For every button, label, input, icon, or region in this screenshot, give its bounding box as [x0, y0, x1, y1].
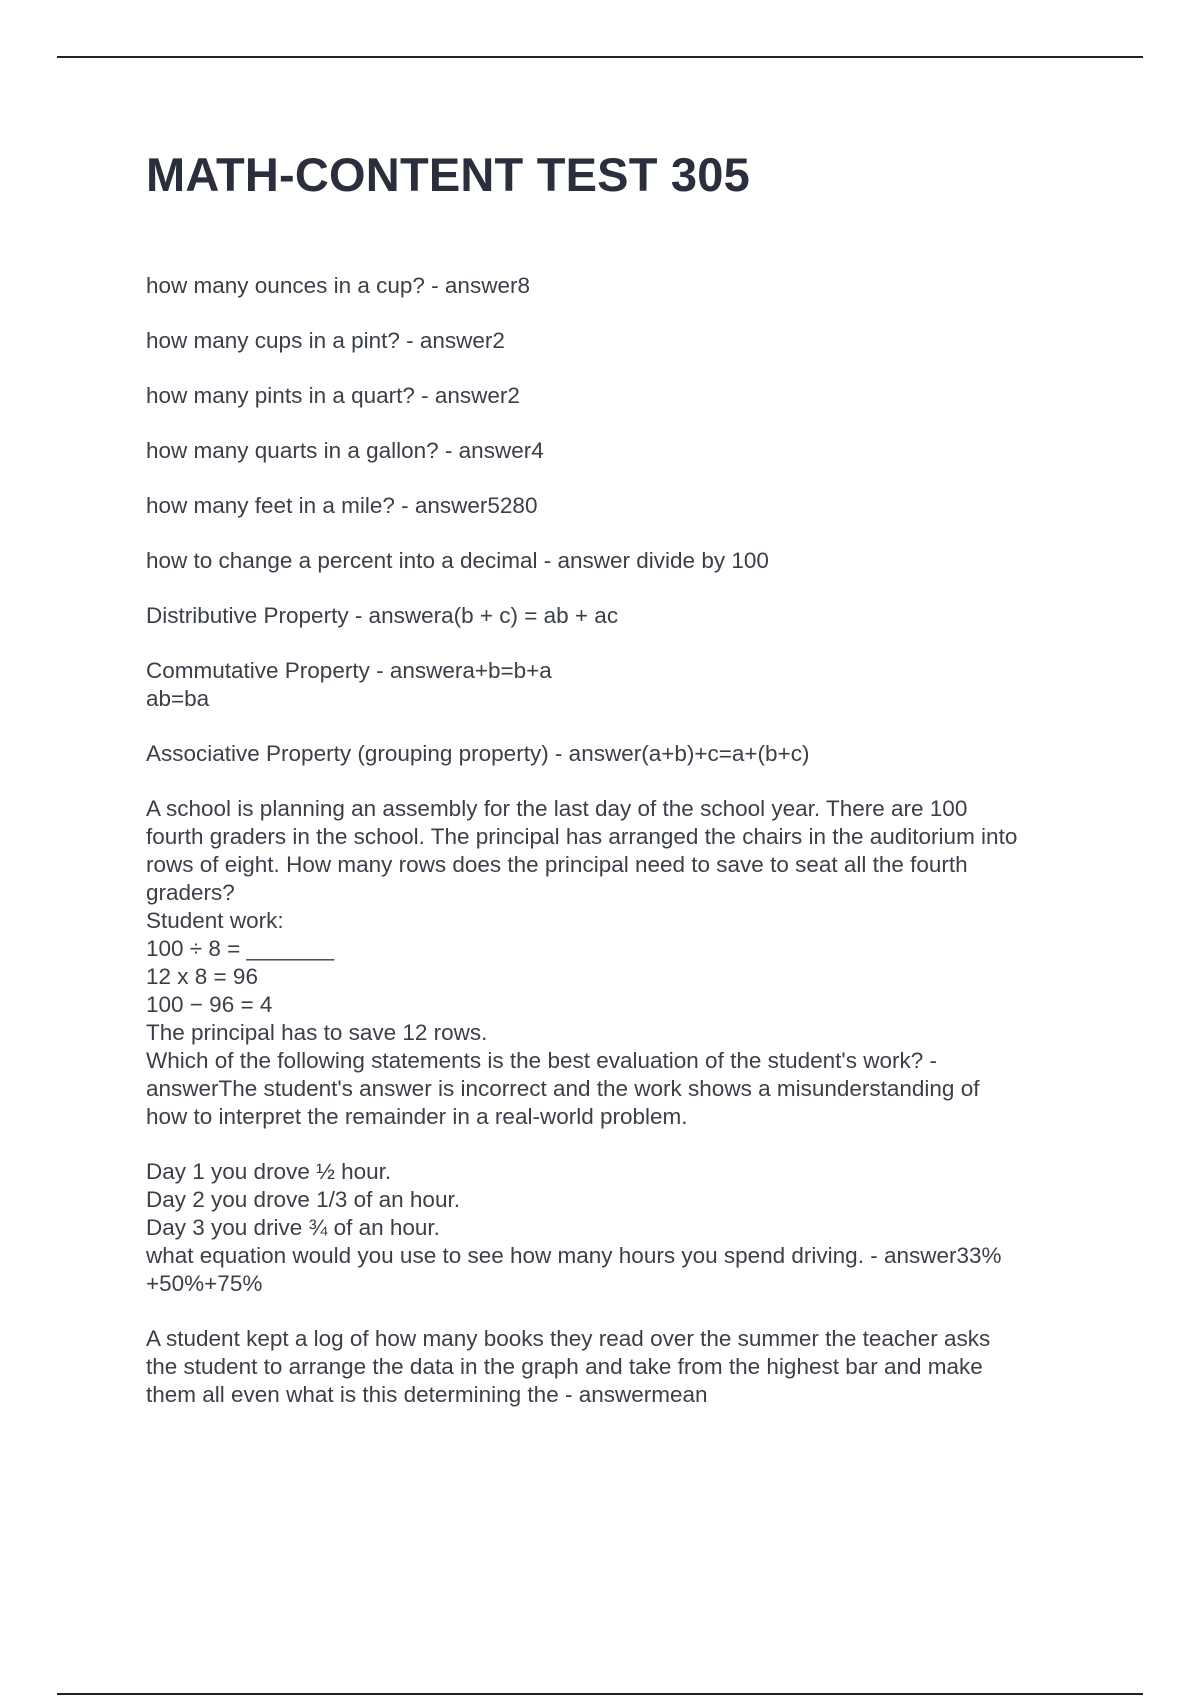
qa-text-line: Student work:	[146, 908, 284, 933]
qa-text-line: 100 − 96 = 4	[146, 992, 273, 1017]
qa-text-line: 100 ÷ 8 = _______	[146, 936, 335, 961]
qa-text-line: fourth graders in the school. The principal has arranged the chairs in the auditorium into	[146, 824, 1018, 849]
qa-list	[146, 272, 1086, 1409]
qa-text-line: Distributive Property - answera(b + c) = ab + ac	[146, 603, 619, 628]
qa-text-line: Day 3 you drive ¾ of an hour.	[146, 1215, 440, 1240]
qa-text-line: The principal has to save 12 rows.	[146, 1020, 488, 1045]
qa-text-line: Which of the following statements is the best evaluation of the student's work? -	[146, 1048, 937, 1073]
qa-item	[146, 657, 1086, 713]
qa-text-line: A school is planning an assembly for the last day of the school year. There are 100	[146, 796, 968, 821]
qa-text-line: how to change a percent into a decimal - answer divide by 100	[146, 548, 769, 573]
qa-text-line: rows of eight. How many rows does the principal need to save to seat all the fourth	[146, 852, 968, 877]
qa-text-line: what equation would you use to see how many hours you spend driving. - answer33%	[146, 1243, 1002, 1268]
qa-text-line: how many ounces in a cup? - answer8	[146, 273, 530, 298]
qa-text-line: how many pints in a quart? - answer2	[146, 383, 520, 408]
document-body	[146, 148, 1086, 1436]
bottom-rule	[57, 1693, 1143, 1695]
qa-text-line: how many cups in a pint? - answer2	[146, 328, 505, 353]
page-title: MATH-CONTENT TEST 305	[146, 148, 750, 201]
qa-text-line: A student kept a log of how many books they read over the summer the teacher asks	[146, 1326, 991, 1351]
qa-item	[146, 602, 1086, 630]
qa-text-line: Day 1 you drove ½ hour.	[146, 1159, 392, 1184]
qa-item	[146, 740, 1086, 768]
qa-text-line: how many feet in a mile? - answer5280	[146, 493, 538, 518]
qa-item	[146, 327, 1086, 355]
qa-text-line: how to interpret the remainder in a real-world problem.	[146, 1104, 688, 1129]
qa-text-line: 12 x 8 = 96	[146, 964, 258, 989]
qa-item	[146, 547, 1086, 575]
qa-text-line: +50%+75%	[146, 1271, 263, 1296]
qa-text-line: graders?	[146, 880, 235, 905]
qa-item	[146, 382, 1086, 410]
qa-text-line: them all even what is this determining the - answermean	[146, 1382, 708, 1407]
qa-text-line: Commutative Property - answera+b=b+a	[146, 658, 552, 683]
top-rule	[57, 56, 1143, 58]
qa-text-line: Associative Property (grouping property) - answer(a+b)+c=a+(b+c)	[146, 741, 810, 766]
qa-item	[146, 492, 1086, 520]
qa-text-line: how many quarts in a gallon? - answer4	[146, 438, 544, 463]
qa-text-line: the student to arrange the data in the graph and take from the highest bar and make	[146, 1354, 983, 1379]
qa-text-line: ab=ba	[146, 686, 210, 711]
qa-item	[146, 1325, 1086, 1409]
qa-item	[146, 272, 1086, 300]
qa-item	[146, 1158, 1086, 1298]
qa-item	[146, 795, 1086, 1131]
qa-text-line: Day 2 you drove 1/3 of an hour.	[146, 1187, 460, 1212]
qa-text-line: answerThe student's answer is incorrect and the work shows a misunderstanding of	[146, 1076, 980, 1101]
qa-item	[146, 437, 1086, 465]
